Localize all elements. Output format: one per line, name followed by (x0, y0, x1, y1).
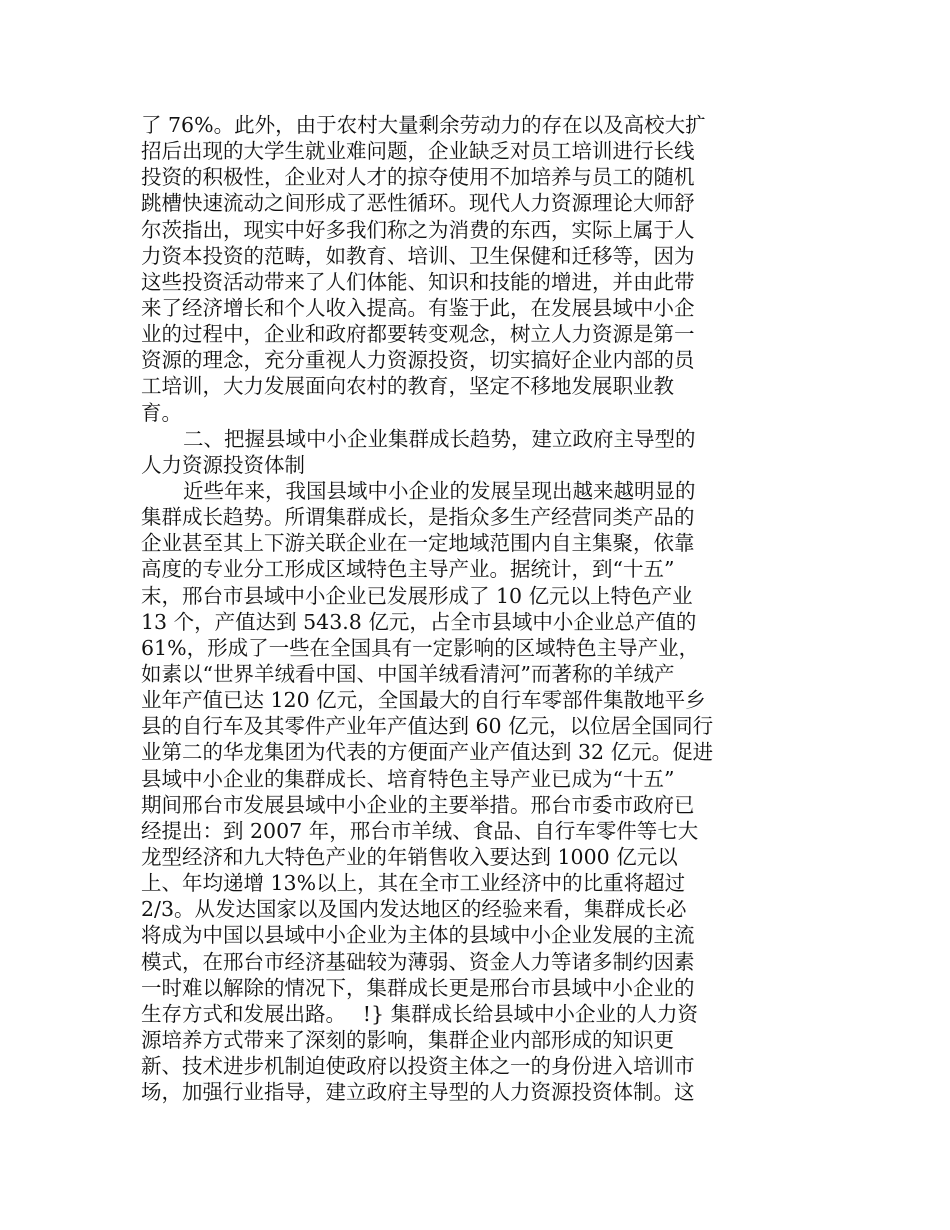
text-line: 一时难以解除的情况下，集群成长更是邢台市县域中小企业的 (141, 975, 695, 1000)
text-line: 县的自行车及其零件产业年产值达到 60 亿元，以位居全国同行 (141, 714, 714, 739)
text-line: 投资的积极性，企业对人才的掠夺使用不加培养与员工的随机 (141, 165, 695, 190)
section-heading-line: 人力资源投资体制 (141, 452, 305, 477)
text-line: 上、年均递增 13%以上，其在全市工业经济中的比重将超过 (141, 871, 686, 896)
text-line: 近些年来，我国县域中小企业的发展呈现出越来越明显的 (183, 478, 696, 503)
text-line: 高度的专业分工形成区域特色主导产业。据统计，到“十五” (141, 557, 675, 582)
text-line: 了 76%。此外，由于农村大量剩余劳动力的存在以及高校大扩 (141, 113, 706, 137)
text-line: 场，加强行业指导，建立政府主导型的人力资源投资体制。这 (141, 1080, 695, 1105)
text-line: 来了经济增长和个人收入提高。有鉴于此，在发展县域中小企 (141, 295, 695, 320)
text-line: 源培养方式带来了深刻的影响，集群企业内部形成的知识更 (141, 1027, 674, 1052)
text-line: 业年产值已达 120 亿元，全国最大的自行车零部件集散地平乡 (141, 688, 706, 713)
text-line: 如素以“世界羊绒看中国、中国羊绒看清河”而著称的羊绒产 (141, 661, 675, 686)
text-line: 末，邢台市县域中小企业已发展形成了 10 亿元以上特色产业 (141, 583, 693, 608)
text-line: 新、技术进步机制迫使政府以投资主体之一的身份进入培训市 (141, 1054, 695, 1079)
text-line: 13 个，产值达到 543.8 亿元，占全市县域中小企业总产值的 (141, 609, 697, 634)
text-line: 模式，在邢台市经济基础较为薄弱、资金人力等诸多制约因素 (141, 949, 695, 974)
text-line: 生存方式和发展出路。 !} 集群成长给县域中小企业的人力资 (141, 1001, 699, 1026)
text-line: 2/3。从发达国家以及国内发达地区的经验来看，集群成长必 (141, 897, 687, 922)
text-line: 这些投资活动带来了人们体能、知识和技能的增进，并由此带 (141, 269, 695, 294)
text-line: 经提出：到 2007 年，邢台市羊绒、食品、自行车零件等七大 (141, 818, 699, 843)
text-line: 期间邢台市发展县域中小企业的主要举措。邢台市委市政府已 (141, 792, 695, 817)
text-line: 61%，形成了一些在全国具有一定影响的区域特色主导产业， (141, 635, 700, 660)
section-heading-line: 二、把握县域中小企业集群成长趋势，建立政府主导型的 (183, 426, 696, 451)
body-text (141, 112, 741, 1105)
text-line: 尔茨指出，现实中好多我们称之为消费的东西，实际上属于人 (141, 217, 695, 242)
text-line: 跳槽快速流动之间形成了恶性循环。现代人力资源理论大师舒 (141, 191, 695, 216)
text-line: 集群成长趋势。所谓集群成长，是指众多生产经营同类产品的 (141, 505, 695, 530)
text-line: 招后出现的大学生就业难问题，企业缺乏对员工培训进行长线 (141, 139, 695, 164)
text-line: 资源的理念，充分重视人力资源投资，切实搞好企业内部的员 (141, 348, 695, 373)
text-line: 工培训，大力发展面向农村的教育，坚定不移地发展职业教 (141, 374, 674, 399)
text-line: 力资本投资的范畴，如教育、培训、卫生保健和迁移等，因为 (141, 243, 695, 268)
text-line: 育。 (141, 400, 182, 425)
text-line: 业第二的华龙集团为代表的方便面产业产值达到 32 亿元。促进 (141, 740, 714, 765)
text-line: 龙型经济和九大特色产业的年销售收入要达到 1000 亿元以 (141, 844, 678, 869)
text-line: 将成为中国以县域中小企业为主体的县域中小企业发展的主流 (141, 923, 695, 948)
text-line: 企业甚至其上下游关联企业在一定地域范围内自主集聚，依靠 (141, 531, 695, 556)
text-line: 县域中小企业的集群成长、培育特色主导产业已成为“十五” (141, 766, 675, 791)
text-line: 业的过程中，企业和政府都要转变观念，树立人力资源是第一 (141, 322, 695, 347)
